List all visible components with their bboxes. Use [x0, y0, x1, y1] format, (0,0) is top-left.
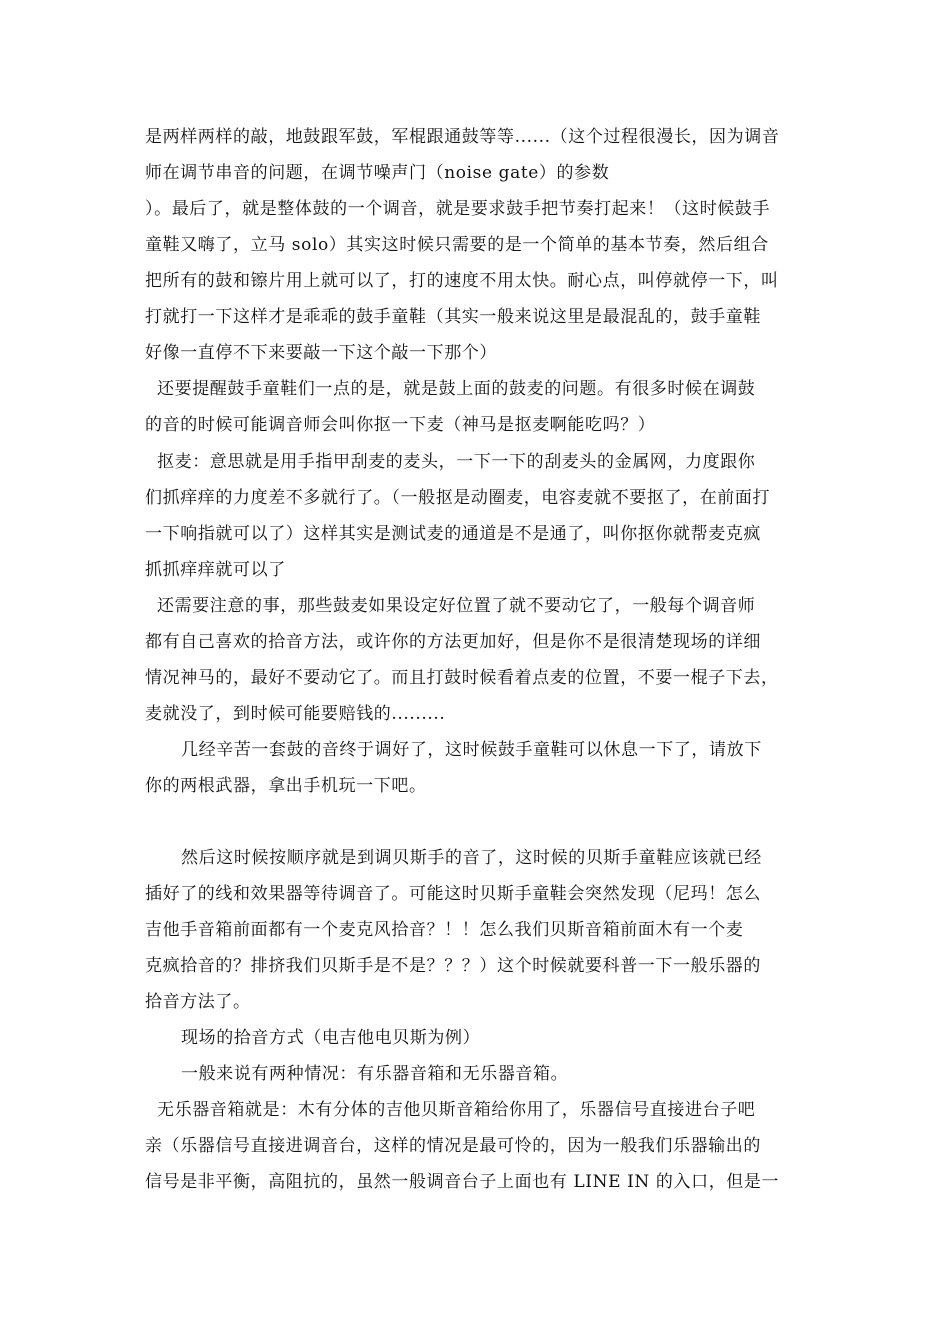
text-line: 亲（乐器信号直接进调音台，这样的情况是最可怜的，因为一般我们乐器输出的 — [145, 1136, 761, 1156]
text-line: 一般来说有两种情况：有乐器音箱和无乐器音箱。 — [145, 1064, 569, 1084]
text-line: 的音的时候可能调音师会叫你抠一下麦（神马是抠麦啊能吃吗？） — [145, 415, 656, 435]
text-line: 几经辛苦一套鼓的音终于调好了，这时候鼓手童鞋可以休息一下了，请放下 — [145, 740, 762, 760]
text-line: 童鞋又嗨了，立马 solo）其实这时候只需要的是一个简单的基本节奏，然后组合 — [145, 235, 769, 255]
text-line: 好像一直停不下来要敲一下这个敲一下那个） — [145, 343, 497, 363]
text-line: 克疯拾音的？排挤我们贝斯手是不是？？？）这个时候就要科普一下一般乐器的 — [145, 956, 761, 976]
text-line: 打就打一下这样才是乖乖的鼓手童鞋（其实一般来说这里是最混乱的，鼓手童鞋 — [145, 307, 761, 327]
text-line: 现场的拾音方式（电吉他电贝斯为例） — [145, 1028, 481, 1048]
text-line: 还要提醒鼓手童鞋们一点的是，就是鼓上面的鼓麦的问题。有很多时候在调鼓 — [145, 379, 756, 399]
text-line: 你的两根武器，拿出手机玩一下吧。 — [145, 776, 427, 796]
text-line: 信号是非平衡，高阻抗的，虽然一般调音台子上面也有 LINE IN 的入口，但是一 — [145, 1172, 780, 1192]
text-line: 一下响指就可以了）这样其实是测试麦的通道是不是通了，叫你抠你就帮麦克疯 — [145, 524, 761, 544]
text-line: 抠麦：意思就是用手指甲刮麦的麦头，一下一下的刮麦头的金属网，力度跟你 — [145, 452, 756, 472]
text-line: 是两样两样的敲，地鼓跟军鼓，军棍跟通鼓等等......（这个过程很漫长，因为调音 — [145, 127, 780, 147]
text-line: 师在调节串音的问题，在调节噪声门（noise gate）的参数 — [145, 163, 610, 183]
text-line: 还需要注意的事，那些鼓麦如果设定好位置了就不要动它了，一般每个调音师 — [145, 596, 756, 616]
text-line: 都有自己喜欢的拾音方法，或许你的方法更加好，但是你不是很清楚现场的详细 — [145, 632, 761, 652]
text-line: 抓抓痒痒就可以了 — [145, 560, 286, 580]
text-line: 情况神马的，最好不要动它了。而且打鼓时候看着点麦的位置，不要一棍子下去， — [145, 668, 779, 688]
text-line: 拾音方法了。 — [145, 992, 251, 1012]
text-line: 把所有的鼓和镲片用上就可以了，打的速度不用太快。耐心点，叫停就停一下，叫 — [145, 271, 779, 291]
text-line: ）。最后了，就是整体鼓的一个调音，就是要求鼓手把节奏打起来！（这时候鼓手 — [145, 199, 771, 219]
text-line: 们抓痒痒的力度差不多就行了。（一般抠是动圈麦，电容麦就不要抠了，在前面打 — [145, 488, 771, 508]
text-line: 然后这时候按顺序就是到调贝斯手的音了，这时候的贝斯手童鞋应该就已经 — [145, 848, 762, 868]
text-line: 无乐器音箱就是：木有分体的吉他贝斯音箱给你用了，乐器信号直接进台子吧 — [145, 1100, 756, 1120]
text-line: 吉他手音箱前面都有一个麦克风拾音？！！怎么我们贝斯音箱前面木有一个麦 — [145, 920, 744, 940]
text-line: 麦就没了，到时候可能要赔钱的......... — [145, 704, 446, 724]
text-line: 插好了的线和效果器等待调音了。可能这时贝斯手童鞋会突然发现（尼玛！怎么 — [145, 884, 761, 904]
